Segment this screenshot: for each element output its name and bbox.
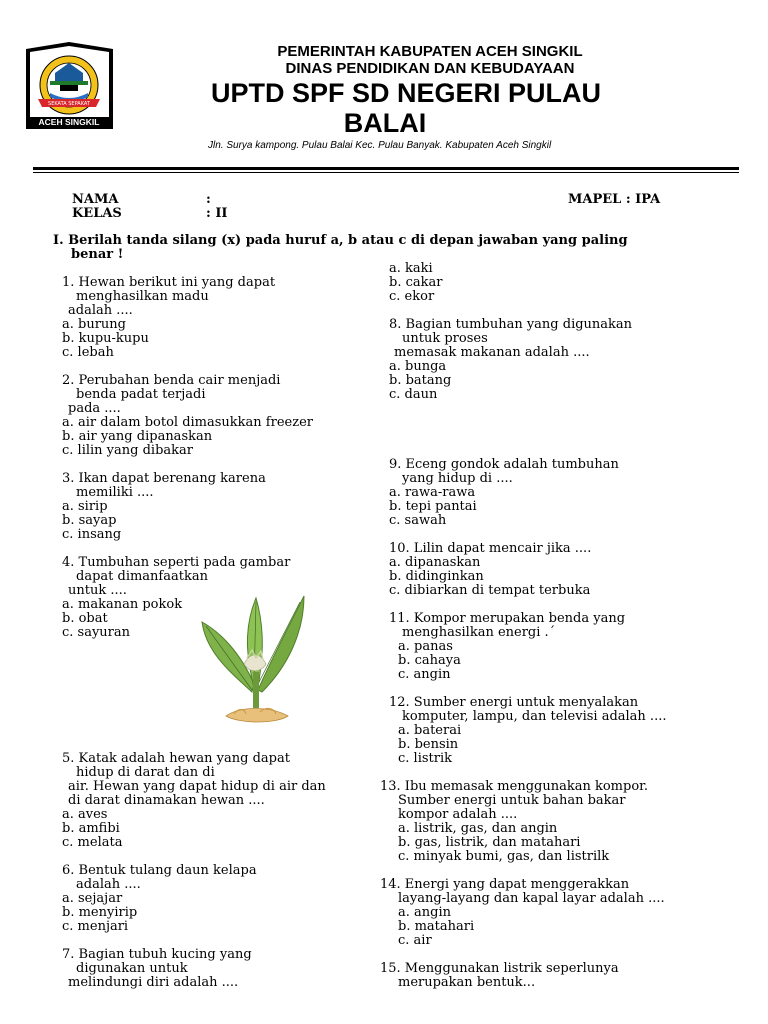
left-line: c. insang <box>62 527 122 542</box>
left-line: 3. Ikan dapat berenang karena <box>62 471 266 486</box>
right-line: c. angin <box>398 667 451 682</box>
right-line: a. angin <box>398 905 451 920</box>
header-rule-thick <box>33 167 739 170</box>
right-line: c. minyak bumi, gas, dan listrilk <box>398 849 610 864</box>
right-line: untuk proses <box>402 331 488 346</box>
right-line: kompor adalah .... <box>398 807 518 822</box>
right-line: c. air <box>398 933 432 948</box>
left-line: dapat dimanfaatkan <box>76 569 208 584</box>
left-line: b. obat <box>62 611 108 626</box>
right-line: b. didinginkan <box>389 569 484 584</box>
right-line: c. sawah <box>389 513 447 528</box>
right-line: a. dipanaskan <box>389 555 481 570</box>
left-line: digunakan untuk <box>76 961 188 976</box>
right-line: komputer, lampu, dan televisi adalah .... <box>402 709 667 724</box>
right-line: a. baterai <box>398 723 462 738</box>
right-line: memasak makanan adalah .... <box>394 345 590 360</box>
right-line: layang-layang dan kapal layar adalah .... <box>398 891 665 906</box>
right-line: a. listrik, gas, dan angin <box>398 821 558 836</box>
right-line: a. kaki <box>389 261 433 276</box>
right-line: b. batang <box>389 373 452 388</box>
turmeric-plant-image <box>200 592 308 728</box>
left-line: b. kupu-kupu <box>62 331 149 346</box>
left-line: melindungi diri adalah .... <box>68 975 239 990</box>
left-line: 5. Katak adalah hewan yang dapat <box>62 751 290 766</box>
left-line: 7. Bagian tubuh kucing yang <box>62 947 252 962</box>
logo-caption: ACEH SINGKIL <box>38 117 100 127</box>
left-line: a. sirip <box>62 499 108 514</box>
right-line: b. matahari <box>398 919 475 934</box>
right-line: 8. Bagian tumbuhan yang digunakan <box>389 317 633 332</box>
header-rule-thin <box>33 172 739 173</box>
left-line: a. burung <box>62 317 126 332</box>
right-line: b. cahaya <box>398 653 461 668</box>
left-line: c. lebah <box>62 345 114 360</box>
right-line: yang hidup di .... <box>402 471 513 486</box>
left-line: a. makanan pokok <box>62 597 183 612</box>
left-line: pada .... <box>68 401 121 416</box>
left-line: di darat dinamakan hewan .... <box>68 793 265 808</box>
left-line: c. menjari <box>62 919 129 934</box>
right-line: 13. Ibu memasak menggunakan kompor. <box>380 779 649 794</box>
right-line: Sumber energi untuk bahan bakar <box>398 793 626 808</box>
mapel-label: MAPEL : IPA <box>568 192 661 207</box>
left-line: 2. Perubahan benda cair menjadi <box>62 373 281 388</box>
right-line: c. listrik <box>398 751 453 766</box>
left-line: air. Hewan yang dapat hidup di air dan <box>68 779 326 794</box>
kelas-value: : II <box>206 206 228 221</box>
right-line: b. cakar <box>389 275 443 290</box>
right-line: 10. Lilin dapat mencair jika .... <box>389 541 592 556</box>
nama-value: : <box>206 192 211 207</box>
right-line: b. gas, listrik, dan matahari <box>398 835 581 850</box>
left-line: menghasilkan madu <box>76 289 209 304</box>
right-line: merupakan bentuk... <box>398 975 536 990</box>
left-line: b. air yang dipanaskan <box>62 429 213 444</box>
left-line: 1. Hewan berikut ini yang dapat <box>62 275 276 290</box>
left-line: hidup di darat dan di <box>76 765 215 780</box>
right-line: b. bensin <box>398 737 459 752</box>
left-line: a. sejajar <box>62 891 123 906</box>
left-line: a. air dalam botol dimasukkan freezer <box>62 415 313 430</box>
right-line: c. dibiarkan di tempat terbuka <box>389 583 591 598</box>
right-line: b. tepi pantai <box>389 499 477 514</box>
header-government: PEMERINTAH KABUPATEN ACEH SINGKIL <box>277 43 583 60</box>
left-line: c. melata <box>62 835 123 850</box>
left-line: 4. Tumbuhan seperti pada gambar <box>62 555 291 570</box>
left-line: b. amfibi <box>62 821 120 836</box>
header-school-name-2: BALAI <box>343 108 427 138</box>
kelas-label: KELAS <box>72 206 122 221</box>
nama-label: NAMA <box>72 192 119 207</box>
left-line: benda padat terjadi <box>76 387 206 402</box>
header-school-name: UPTD SPF SD NEGERI PULAU <box>210 78 602 108</box>
left-line: memiliki .... <box>76 485 154 500</box>
left-line: adalah .... <box>76 877 141 892</box>
right-line: 9. Eceng gondok adalah tumbuhan <box>389 457 619 472</box>
right-line: c. ekor <box>389 289 435 304</box>
instruction-line-1: I. Berilah tanda silang (x) pada huruf a, b atau c di depan jawaban yang paling <box>53 233 628 248</box>
header-department: DINAS PENDIDIKAN DAN KEBUDAYAAN <box>285 60 575 77</box>
right-line: 14. Energi yang dapat menggerakkan <box>380 877 630 892</box>
left-line: a. aves <box>62 807 108 822</box>
right-line: a. panas <box>398 639 453 654</box>
right-line: 12. Sumber energi untuk menyalakan <box>389 695 639 710</box>
left-line: c. sayuran <box>62 625 131 640</box>
right-line: a. bunga <box>389 359 447 374</box>
left-line: 6. Bentuk tulang daun kelapa <box>62 863 257 878</box>
right-line: a. rawa-rawa <box>389 485 476 500</box>
left-line: b. sayap <box>62 513 117 528</box>
left-line: adalah .... <box>68 303 133 318</box>
left-line: b. menyirip <box>62 905 138 920</box>
header-address: Jln. Surya kampong. Pulau Balai Kec. Pulau Banyak. Kabupaten Aceh Singkil <box>208 140 552 151</box>
right-line: c. daun <box>389 387 438 402</box>
instruction-line-2: benar ! <box>71 247 124 262</box>
right-line: 15. Menggunakan listrik seperlunya <box>380 961 619 976</box>
right-line: menghasilkan energi .´ <box>402 625 556 640</box>
right-line: 11. Kompor merupakan benda yang <box>389 611 626 626</box>
logo-ribbon-text: SEKATA SEPAKAT <box>48 101 90 107</box>
left-line: c. lilin yang dibakar <box>62 443 193 458</box>
left-line: untuk .... <box>68 583 127 598</box>
